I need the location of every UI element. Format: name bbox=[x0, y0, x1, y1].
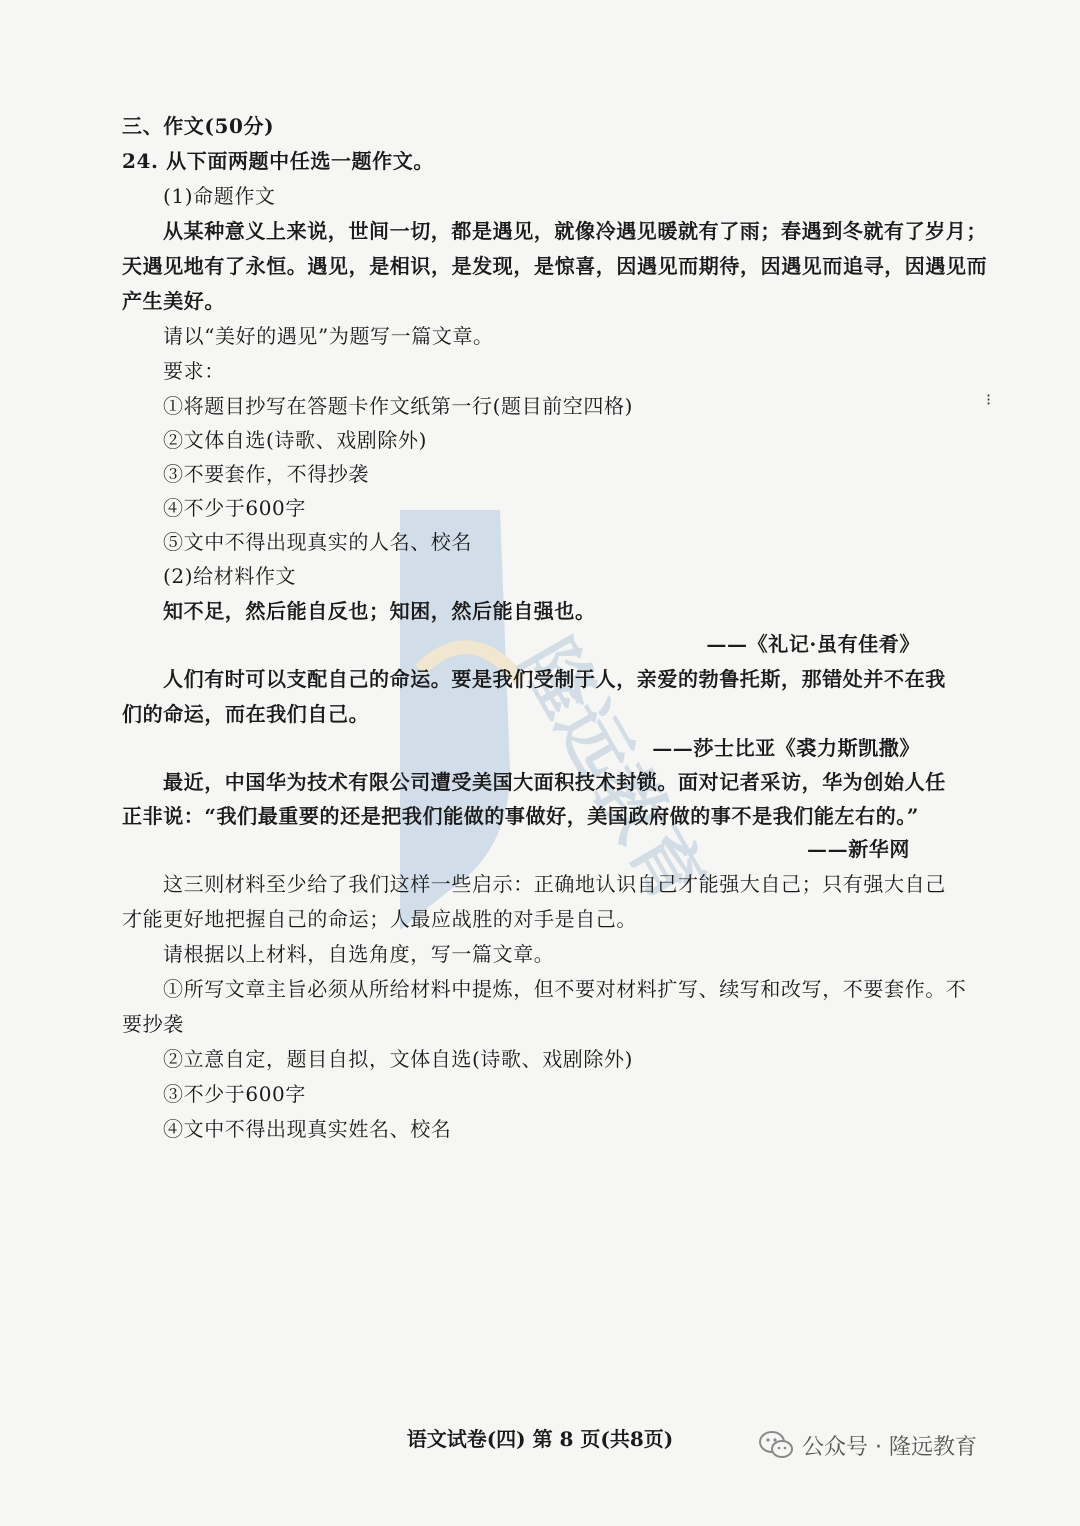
part1-req: ②文体自选(诗歌、戏剧除外) bbox=[163, 428, 428, 452]
part1-prompt: 请以“美好的遇见”为题写一篇文章。 bbox=[163, 324, 494, 348]
material-2-line: 们的命运，而在我们自己。 bbox=[122, 702, 370, 726]
part2-req: ②立意自定，题目自拟，文体自选(诗歌、戏剧除外) bbox=[163, 1047, 634, 1071]
part1-req: ③不要套作，不得抄袭 bbox=[163, 462, 369, 486]
part2-req: 要抄袭 bbox=[122, 1012, 184, 1036]
brand-text: 公众号 · 隆远教育 bbox=[802, 1434, 977, 1460]
part2-prompt: 请根据以上材料，自选角度，写一篇文章。 bbox=[163, 942, 555, 966]
part1-req: ⑤文中不得出现真实的人名、校名 bbox=[163, 530, 472, 554]
part1-req: ①将题目抄写在答题卡作文纸第一行(题目前空四格) bbox=[163, 394, 634, 418]
dots-icon: ⁝ bbox=[986, 390, 992, 409]
part2-heading: (2)给材料作文 bbox=[163, 564, 297, 588]
part1-para-line: 产生美好。 bbox=[122, 289, 225, 313]
page-footer: 语文试卷(四) 第 8 页(共8页) bbox=[406, 1427, 674, 1451]
part2-req: ④文中不得出现真实姓名、校名 bbox=[163, 1117, 452, 1141]
insight-line: 才能更好地把握自己的命运；人最应战胜的对手是自己。 bbox=[122, 907, 637, 931]
material-3-line: 最近，中国华为技术有限公司遭受美国大面积技术封锁。面对记者采访，华为创始人任 bbox=[163, 770, 946, 794]
part2-req: ①所写文章主旨必须从所给材料中提炼，但不要对材料扩写、续写和改写，不要套作。不 bbox=[163, 977, 967, 1001]
part1-req-label: 要求： bbox=[163, 359, 225, 383]
part1-para-line: 从某种意义上来说，世间一切，都是遇见，就像冷遇见暖就有了雨；春遇到冬就有了岁月； bbox=[163, 219, 987, 243]
part1-para-line: 天遇见地有了永恒。遇见，是相识，是发现，是惊喜，因遇见而期待，因遇见而追寻，因遇见而 bbox=[122, 254, 988, 278]
material-1-source: ——《礼记·虽有佳肴》 bbox=[706, 632, 920, 656]
part1-req: ④不少于600字 bbox=[163, 496, 306, 520]
material-3-source: ——新华网 bbox=[807, 837, 910, 861]
material-3-line: 正非说：“我们最重要的还是把我们能做的事做好，美国政府做的事不是我们能左右的。” bbox=[122, 804, 920, 828]
material-1: 知不足，然后能自反也；知困，然后能自强也。 bbox=[163, 599, 596, 623]
insight-line: 这三则材料至少给了我们这样一些启示：正确地认识自己才能强大自己；只有强大自己 bbox=[163, 872, 946, 896]
brand-tag bbox=[758, 1425, 977, 1465]
section-title: 三、作文(50分) bbox=[122, 114, 275, 138]
watermark-text: 隆远教育 bbox=[504, 625, 722, 917]
material-2-source: ——莎士比亚《裘力斯凯撒》 bbox=[652, 736, 920, 760]
material-2-line: 人们有时可以支配自己的命运。要是我们受制于人，亲爱的勃鲁托斯，那错处并不在我 bbox=[163, 667, 946, 691]
part1-heading: (1)命题作文 bbox=[163, 184, 276, 208]
part2-req: ③不少于600字 bbox=[163, 1082, 306, 1106]
question-text: 24. 从下面两题中任选一题作文。 bbox=[122, 149, 434, 173]
wechat-icon bbox=[758, 1430, 794, 1460]
